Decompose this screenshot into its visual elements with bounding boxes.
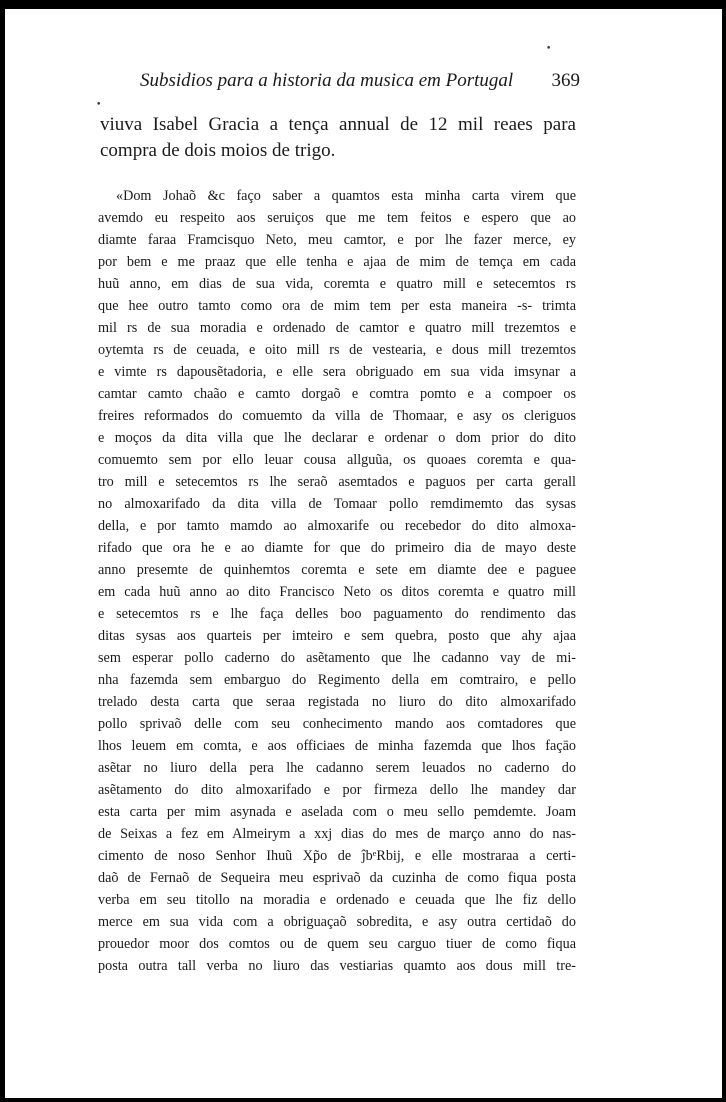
letter-line: sem esperar pollo caderno do asẽtamento que lhe cadanno vay de mi-: [98, 650, 576, 666]
speck-mark: •: [546, 44, 552, 54]
letter-line: asẽtamento do dito almoxarifado e por firmeza dello lhe mandey dar: [98, 782, 576, 798]
letter-line: comuemto sem por ello leuar cousa allguũa, os quoaes coremta e qua-: [98, 452, 576, 468]
letter-line: nha fazemda sem embarguo do Regimento della em comtrairo, e pello: [98, 672, 576, 688]
intro-line: compra de dois moios de trigo.: [100, 140, 336, 161]
intro-line: viuva Isabel Gracia a tença annual de 12 mil reaes para: [100, 114, 576, 135]
letter-line: «Dom Johaõ &c faço saber a quamtos esta minha carta virem que: [116, 188, 576, 204]
letter-line: rifado que ora he e ao diamte for que do primeiro dia de mayo deste: [98, 540, 576, 556]
speck-mark: •: [96, 100, 102, 110]
letter-line: avemdo eu respeito aos seruiços que me tem feitos e espero que ao: [98, 210, 576, 226]
letter-line: daõ de Fernaõ de Sequeira meu esprivaõ da cuzinha de como fiqua posta: [98, 870, 576, 886]
letter-line: prouedor moor dos comtos ou de quem seu carguo tiuer de como fiqua: [98, 936, 576, 952]
intro-paragraph: [100, 112, 576, 164]
running-header: [140, 70, 580, 96]
letter-line: posta outra tall verba no liuro das vestiarias quamto aos dous mill tre-: [98, 958, 576, 974]
letter-line: cimento de noso Senhor Ihuũ Xp̃o de ĵbᵉRbij, e elle mostraraa a certi-: [98, 848, 576, 864]
letter-line: por bem e me praaz que elle tenha e ajaa de mim de temça em cada: [98, 254, 576, 270]
letter-line: anno presemte de quinhemtos coremta e sete em diamte dee e paguee: [98, 562, 576, 578]
letter-line: lhos leuem em comta, e aos officiaes de minha fazemda que lhos façāo: [98, 738, 576, 754]
letter-line: em cada huũ anno ao dito Francisco Neto os ditos coremta e quatro mill: [98, 584, 576, 600]
header-title: Subsidios para a historia da musica em Portugal: [140, 70, 514, 91]
page-number: 369: [551, 70, 580, 91]
letter-line: mil rs de sua moradia e ordenado de camtor e quatro mill trezemtos e: [98, 320, 576, 336]
letter-line: camtar camto chaão e camto dorgaõ e comtra pomto e a compoer os: [98, 386, 576, 402]
letter-line: pollo sprivaõ delle com seu conhecimento mando aos comtadores que: [98, 716, 576, 732]
letter-text: [98, 185, 576, 977]
letter-line: della, e por tamto mamdo ao almoxarife ou recebedor do dito almoxa-: [98, 518, 576, 534]
letter-line: de Seixas a fez em Almeirym a xxj dias do mes de março anno do nas-: [98, 826, 576, 842]
letter-line: trelado desta carta que seraa registada no liuro do dito almoxarifado: [98, 694, 576, 710]
top-border: [0, 0, 726, 9]
letter-line: ditas sysas aos quarteis per imteiro e sem quebra, posto que ahy ajaa: [98, 628, 576, 644]
letter-line: esta carta per mim asynada e aselada com o meu sello pemdemte. Joam: [98, 804, 576, 820]
letter-line: merce em sua vida com a obriguaçaõ sobredita, e asy outra certidaõ do: [98, 914, 576, 930]
letter-line: asẽtar no liuro della pera lhe cadanno serem leuados no caderno do: [98, 760, 576, 776]
letter-line: diamte faraa Framcisquo Neto, meu camtor, e por lhe fazer merce, ey: [98, 232, 576, 248]
letter-line: e vimte rs dapousẽtadoria, e elle sera obriguado em sua vida imsynar a: [98, 364, 576, 380]
letter-line: oytemta rs de ceuada, e oito mill rs de vestearia, e dous mill trezemtos: [98, 342, 576, 358]
letter-line: verba em seu titollo na moradia e ordenado e ceuada que lhe fiz dello: [98, 892, 576, 908]
letter-line: huũ anno, em dias de sua vida, coremta e quatro mill e setecemtos rs: [98, 276, 576, 292]
letter-line: tro mill e setecemtos rs lhe seraõ asemtados e paguos per carta gerall: [98, 474, 576, 490]
letter-line: e setecemtos rs e lhe faça delles boo paguamento do rendimento das: [98, 606, 576, 622]
letter-line: que hee outro tamto como ora de mim tem per esta maneira -s- trimta: [98, 298, 576, 314]
letter-line: no almoxarifado da dita villa de Tomaar pollo remdimemto das sysas: [98, 496, 576, 512]
letter-line: freires reformados do comuemto da villa de Thomaar, e asy os cleriguos: [98, 408, 576, 424]
letter-line: e moços da dita villa que lhe declarar e ordenar o dom prior do dito: [98, 430, 576, 446]
